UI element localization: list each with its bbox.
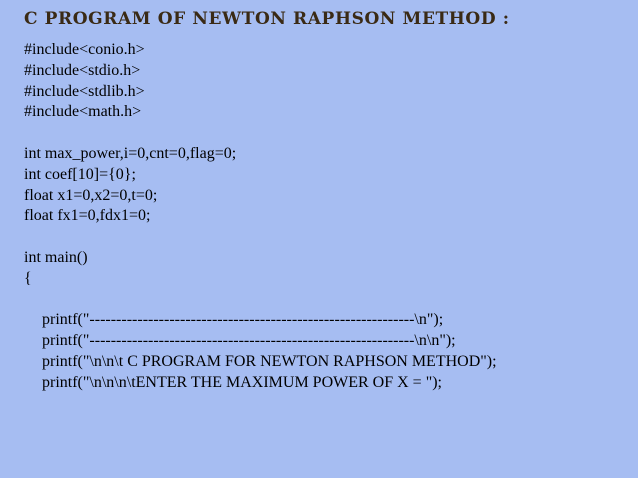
- blank-line: [24, 123, 624, 144]
- code-line: printf("-------------------------------------------------------------\n");: [42, 311, 444, 329]
- code-line: printf("\n\n\n\tENTER THE MAXIMUM POWER OF X = ");: [42, 373, 442, 391]
- code-block: [24, 40, 624, 394]
- code-line: {: [24, 269, 32, 287]
- code-line: printf("\n\n\t C PROGRAM FOR NEWTON RAPHSON METHOD");: [42, 352, 497, 370]
- code-line: #include<stdio.h>: [24, 61, 141, 79]
- code-line: #include<math.h>: [24, 103, 142, 121]
- code-line: int max_power,i=0,cnt=0,flag=0;: [24, 144, 237, 162]
- code-line: #include<conio.h>: [24, 41, 145, 58]
- blank-line: [24, 290, 624, 311]
- code-line: int coef[10]={0};: [24, 165, 136, 183]
- blank-line: [24, 227, 624, 248]
- code-line: #include<stdlib.h>: [24, 82, 145, 100]
- code-line: float x1=0,x2=0,t=0;: [24, 186, 158, 204]
- slide-title: C PROGRAM OF NEWTON RAPHSON METHOD :: [24, 9, 510, 29]
- code-line: float fx1=0,fdx1=0;: [24, 207, 151, 225]
- code-line: printf("-------------------------------------------------------------\n\n");: [42, 332, 456, 350]
- code-line: int main(): [24, 248, 88, 266]
